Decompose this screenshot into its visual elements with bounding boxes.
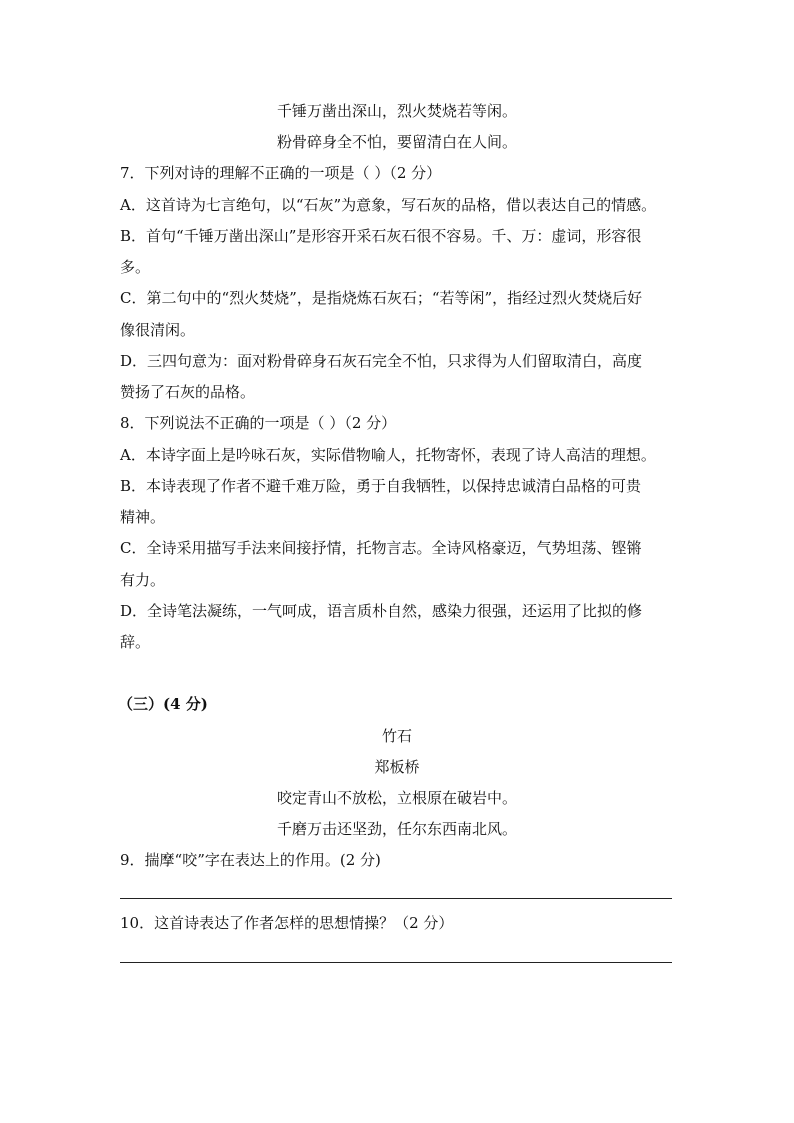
poem1-line1: 千锤万凿出深山，烈火焚烧若等闲。 bbox=[276, 102, 517, 120]
q8-option-c-line2: 有力。 bbox=[120, 571, 166, 589]
q7-option-d-line1: D．三四句意为：面对粉骨碎身石灰石完全不怕，只求得为人们留取清白，高度 bbox=[120, 352, 643, 370]
q7-option-b-line2: 多。 bbox=[120, 258, 151, 276]
q7-option-a: A．这首诗为七言绝句，以“石灰”为意象，写石灰的品格，借以表达自己的情感。 bbox=[120, 196, 657, 214]
q8-option-b-line2: 精神。 bbox=[120, 508, 166, 526]
q8-option-d-line2: 辞。 bbox=[120, 633, 151, 651]
q8-stem: 8．下列说法不正确的一项是（ ）（2 分） bbox=[120, 414, 397, 432]
q9-answer-line[interactable] bbox=[120, 898, 672, 899]
q8-option-b-line1: B．本诗表现了作者不避千难万险，勇于自我牺牲，以保持忠诚清白品格的可贵 bbox=[120, 477, 642, 495]
poem2-author: 郑板桥 bbox=[374, 758, 420, 776]
q7-stem: 7．下列对诗的理解不正确的一项是（ ）（2 分） bbox=[120, 164, 442, 182]
poem1-line2: 粉骨碎身全不怕，要留清白在人间。 bbox=[276, 133, 517, 151]
q10-answer-line[interactable] bbox=[120, 962, 672, 963]
poem2-line2: 千磨万击还坚劲，任尔东西南北风。 bbox=[276, 820, 517, 838]
section3-heading: （三）(4 分) bbox=[118, 695, 208, 713]
q7-option-c-line1: C．第二句中的“烈火焚烧”，是指烧炼石灰石；“若等闲”，指经过烈火焚烧后好 bbox=[120, 289, 643, 307]
q8-option-a: A．本诗字面上是吟咏石灰，实际借物喻人，托物寄怀，表现了诗人高洁的理想。 bbox=[120, 446, 656, 464]
q10-stem: 10．这首诗表达了作者怎样的思想情操？（2 分） bbox=[120, 914, 454, 932]
q8-option-d-line1: D．全诗笔法凝练，一气呵成，语言质朴自然，感染力很强，还运用了比拟的修 bbox=[120, 602, 643, 620]
poem2-title: 竹石 bbox=[381, 727, 412, 745]
q7-option-d-line2: 赞扬了石灰的品格。 bbox=[120, 383, 256, 401]
q7-option-b-line1: B．首句“千锤万凿出深山”是形容开采石灰石很不容易。千、万：虚词，形容很 bbox=[120, 227, 642, 245]
q9-stem: 9．揣摩“咬”字在表达上的作用。(2 分) bbox=[120, 851, 381, 869]
q7-option-c-line2: 像很清闲。 bbox=[120, 321, 196, 339]
q8-option-c-line1: C．全诗采用描写手法来间接抒情，托物言志。全诗风格豪迈，气势坦荡、铿锵 bbox=[120, 539, 642, 557]
poem2-line1: 咬定青山不放松，立根原在破岩中。 bbox=[276, 789, 517, 807]
